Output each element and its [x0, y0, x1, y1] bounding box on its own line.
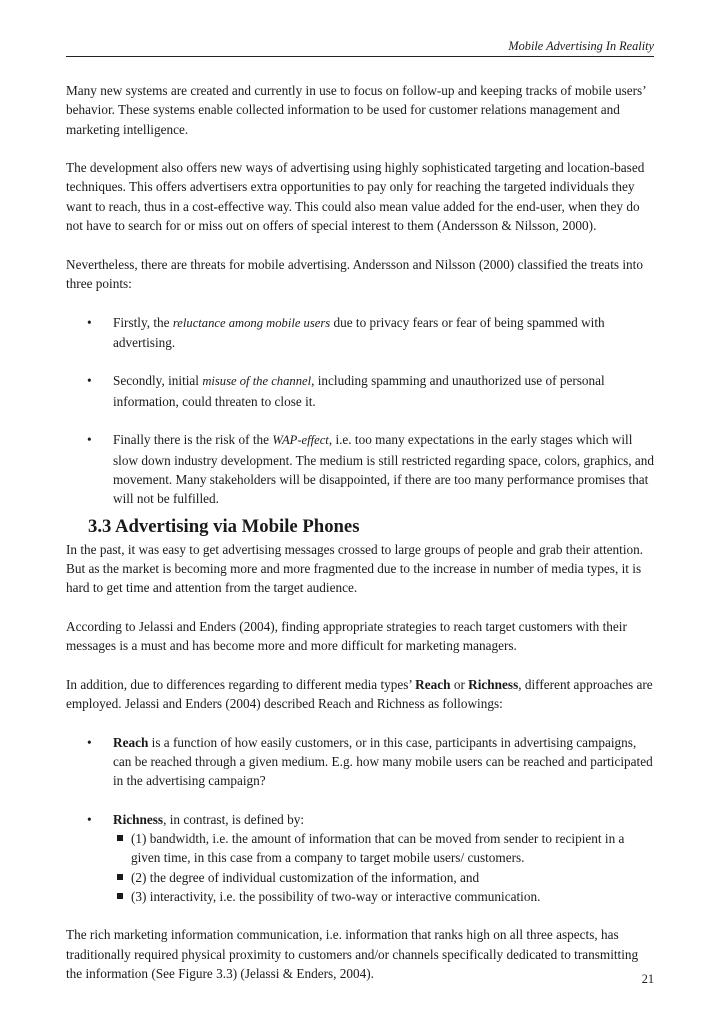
definition-term-reach: Reach	[113, 734, 149, 750]
page-body	[66, 81, 656, 1003]
paragraph-strategies: According to Jelassi and Enders (2004), finding appropriate strategies to reach target customers with their messages is a must and has become more and more difficult for marketing managers.	[66, 618, 627, 654]
list-item	[66, 810, 656, 906]
term-reach: Reach	[415, 676, 451, 692]
text-segment: In addition, due to differences regarding to different media types’	[66, 676, 416, 692]
paragraph-targeting-techniques: The development also offers new ways of advertising using highly sophisticated targeting and location-based techniques. This offers advertisers extra opportunities to pay only for reaching the targeted individuals they want to reach, thus in a cost-effective way. This could also mean value added for the end-user, when they do not have to search for or miss out on offers of special interest to them (Andersson & Nilsson, 2000).	[66, 160, 645, 234]
aspect-text: (3) interactivity, i.e. the possibility of two-way or interactive communication.	[131, 888, 541, 904]
threat-text-before: Firstly, the	[113, 314, 173, 330]
bullet-icon: •	[87, 373, 92, 389]
square-bullet-icon	[117, 835, 123, 841]
text-segment: or	[450, 676, 469, 692]
bullet-icon: •	[87, 811, 92, 827]
threat-text-after: due to privacy fears or fear of being spammed with advertising.	[113, 314, 605, 350]
paragraph-closing: The rich marketing information communication, i.e. information that ranks high on all three aspects, has traditionally required physical proximity to customers and/or channels specifically dedicated to transmitting the information (See Figure 3.3) (Jelassi & Enders, 2004).	[66, 927, 639, 982]
bullet-icon: •	[87, 432, 92, 448]
threat-text-after: , i.e. too many expectations in the early stages which will slow down industry development. The medium is still restricted regarding space, colors, graphics, and movement. Many stakeholders will be disappointed, if there are too many performance promises that will not be fulfilled.	[113, 432, 655, 507]
section-heading: 3.3 Advertising via Mobile Phones	[88, 515, 360, 537]
threat-emphasis: WAP-effect	[272, 433, 329, 448]
running-header: Mobile Advertising In Reality	[508, 39, 654, 53]
threat-text-before: Secondly, initial	[113, 373, 203, 389]
richness-aspects-list	[113, 829, 656, 906]
list-item	[66, 371, 656, 411]
paragraph-threats-intro: Nevertheless, there are threats for mobile advertising. Andersson and Nilsson (2000) classified the treats into three points:	[66, 256, 643, 291]
paragraph-reach-richness-intro	[66, 675, 656, 714]
term-richness: Richness	[468, 676, 519, 692]
threat-text-before: Finally there is the risk of the	[113, 432, 273, 448]
definition-text-richness: , in contrast, is defined by:	[163, 811, 305, 827]
aspect-text: (2) the degree of individual customization of the information, and	[131, 869, 480, 885]
threat-text-after: , including spamming and unauthorized use of personal information, could threaten to close it.	[113, 373, 605, 409]
definition-term-richness: Richness	[113, 811, 164, 827]
definition-text-reach: is a function of how easily customers, or in this case, participants in advertising campaigns, can be reached through a given medium. E.g. how many mobile users can be reached and participated in the advertising campaign?	[113, 734, 653, 789]
list-item	[113, 868, 656, 887]
square-bullet-icon	[117, 874, 123, 880]
text-segment: , different approaches are employed. Jelassi and Enders (2004) described Reach and Richness as followings:	[66, 676, 653, 711]
aspect-text: (1) bandwidth, i.e. the amount of information that can be moved from sender to recipient in a given time, in this case from a company to target mobile users/ customers.	[131, 830, 625, 866]
paragraph-tracking-systems: Many new systems are created and currently in use to focus on follow-up and keeping tracks of mobile users’ behavior. These systems enable collected information to be used for customer relations management and marketing intelligence.	[66, 83, 646, 137]
list-item	[66, 430, 656, 508]
threats-list	[66, 313, 656, 509]
page-number: 21	[641, 972, 654, 986]
list-item	[113, 829, 656, 868]
bullet-icon: •	[87, 734, 92, 750]
paragraph-fragmented-market: In the past, it was easy to get advertising messages crossed to large groups of people and grab their attention. But as the market is becoming more and more fragmented due to the increase in number of media types, it is hard to get time and attention from the target audience.	[66, 541, 644, 596]
list-item	[113, 887, 656, 906]
definitions-list	[66, 733, 656, 907]
list-item	[66, 733, 656, 791]
threat-emphasis: reluctance among mobile users	[172, 315, 331, 330]
header-rule	[66, 56, 654, 57]
list-item	[66, 313, 656, 353]
square-bullet-icon	[117, 893, 123, 899]
threat-emphasis: misuse of the channel	[202, 374, 312, 389]
bullet-icon: •	[87, 314, 92, 330]
